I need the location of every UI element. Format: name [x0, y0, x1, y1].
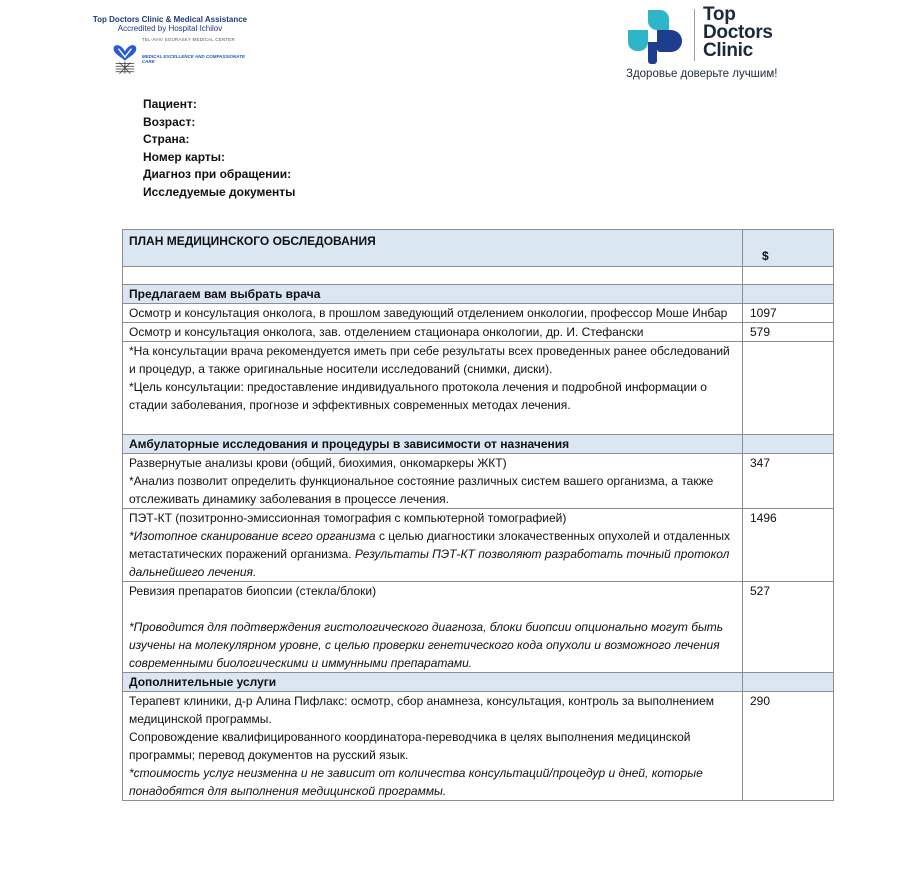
- service-price: [743, 342, 834, 435]
- section-heading: Предлагаем вам выбрать врача: [123, 285, 743, 304]
- service-note: *Анализ позволит определить функциональное состояние различных систем вашего организма, а также отслеживать динамику заболевания в процессе лечения.: [129, 474, 714, 506]
- service-price: 290: [743, 692, 834, 801]
- service-text: Развернутые анализы крови (общий, биохимия, онкомаркеры ЖКТ): [129, 456, 507, 470]
- plan-title: ПЛАН МЕДИЦИНСКОГО ОБСЛЕДОВАНИЯ: [123, 230, 743, 267]
- table-row: [123, 582, 834, 673]
- service-price: 1496: [743, 509, 834, 582]
- table-row: [123, 454, 834, 509]
- section-heading-row: [123, 285, 834, 304]
- section-heading-row: [123, 435, 834, 454]
- table-row: [123, 342, 834, 435]
- logo-line-accredited: Accredited by Hospital Ichilov: [117, 24, 223, 33]
- consultation-note: *На консультации врача рекомендуется иметь при себе результаты всех проведенных ранее обследований и процедур, а также оригинальные носители исследований (снимки, диски).: [129, 344, 730, 376]
- service-text: Терапевт клиники, д-р Алина Пифлакс: осмотр, сбор анамнеза, консультация, контроль за выполнением медицинской программы.: [129, 694, 715, 726]
- service-note: *Проводится для подтверждения гистологического диагноза, блоки биопсии опционально могут быть изучены на молекулярном уровне, с целью проверки генетического кода опухоли и возможного лечения современными биологическими и иммунными препаратами.: [129, 620, 724, 670]
- service-text: Сопровождение квалифицированного координатора-переводчика в целях выполнения медицинской программы; перевод документов на русский язык.: [129, 730, 691, 762]
- field-diagnosis: Диагноз при обращении:: [143, 167, 292, 182]
- table-row: [123, 323, 834, 342]
- service-note: *Изотопное сканирование всего организма с целью диагностики злокачественных опухолей и отдаленных метастатических поражений организма. Результаты ПЭТ-КТ позволяют разработать точный протокол дальнейшего лечения.: [129, 529, 731, 579]
- service-text: Осмотр и консультация онколога, в прошлом заведующий отделением онкологии, профессор Моше Инбар: [123, 304, 743, 323]
- clinic-cross-icon: [626, 8, 684, 64]
- brand-tagline: Здоровье доверьте лучшим!: [626, 68, 778, 80]
- currency-header: $: [743, 230, 834, 267]
- field-documents: Исследуемые документы: [143, 184, 296, 199]
- field-country: Страна:: [143, 132, 190, 147]
- logo-center-name: TEL-AVIV SOURASKY MEDICAL CENTER: [141, 37, 235, 42]
- table-row: [123, 304, 834, 323]
- medical-plan-table: [122, 229, 834, 801]
- logo-divider: [694, 9, 695, 61]
- logo-line-clinic: Top Doctors Clinic & Medical Assistance: [92, 15, 248, 24]
- top-doctors-clinic-logo: [626, 5, 796, 85]
- service-text: Осмотр и консультация онколога, зав. отделением стационара онкологии, др. И. Стефански: [123, 323, 743, 342]
- table-header-row: [123, 230, 834, 267]
- logo-motto: MEDICAL EXCELLENCE AND COMPASSIONATE CARE: [141, 54, 245, 64]
- field-age: Возраст:: [143, 114, 196, 129]
- field-card-number: Номер карты:: [143, 149, 226, 164]
- brand-name: Top Doctors Clinic: [703, 4, 773, 61]
- service-price: 527: [743, 582, 834, 673]
- empty-row: [123, 267, 834, 285]
- section-heading: Дополнительные услуги: [123, 673, 743, 692]
- service-text: ПЭТ-КТ (позитронно-эмиссионная томография с компьютерной томографией): [129, 511, 567, 525]
- ichilov-accreditation-logo: [90, 15, 250, 77]
- section-heading-row: [123, 673, 834, 692]
- service-price: 347: [743, 454, 834, 509]
- consultation-goal-note: *Цель консультации: предоставление индивидуального протокола лечения и подробной информации о стадии заболевания, прогнозе и эффективных современных методах лечения.: [129, 380, 707, 412]
- service-text: Ревизия препаратов биопсии (стекла/блоки): [129, 584, 377, 598]
- heart-emblem-icon: [112, 37, 138, 77]
- patient-info-fields: [143, 96, 295, 202]
- field-patient: Пациент:: [143, 97, 197, 111]
- table-row: [123, 509, 834, 582]
- service-price: 1097: [743, 304, 834, 323]
- service-price: 579: [743, 323, 834, 342]
- table-row: [123, 692, 834, 801]
- section-heading: Амбулаторные исследования и процедуры в зависимости от назначения: [123, 435, 743, 454]
- service-note: *стоимость услуг неизменна и не зависит от количества консультаций/процедур и дней, которые понадобятся для выполнения медицинской программы.: [129, 766, 703, 798]
